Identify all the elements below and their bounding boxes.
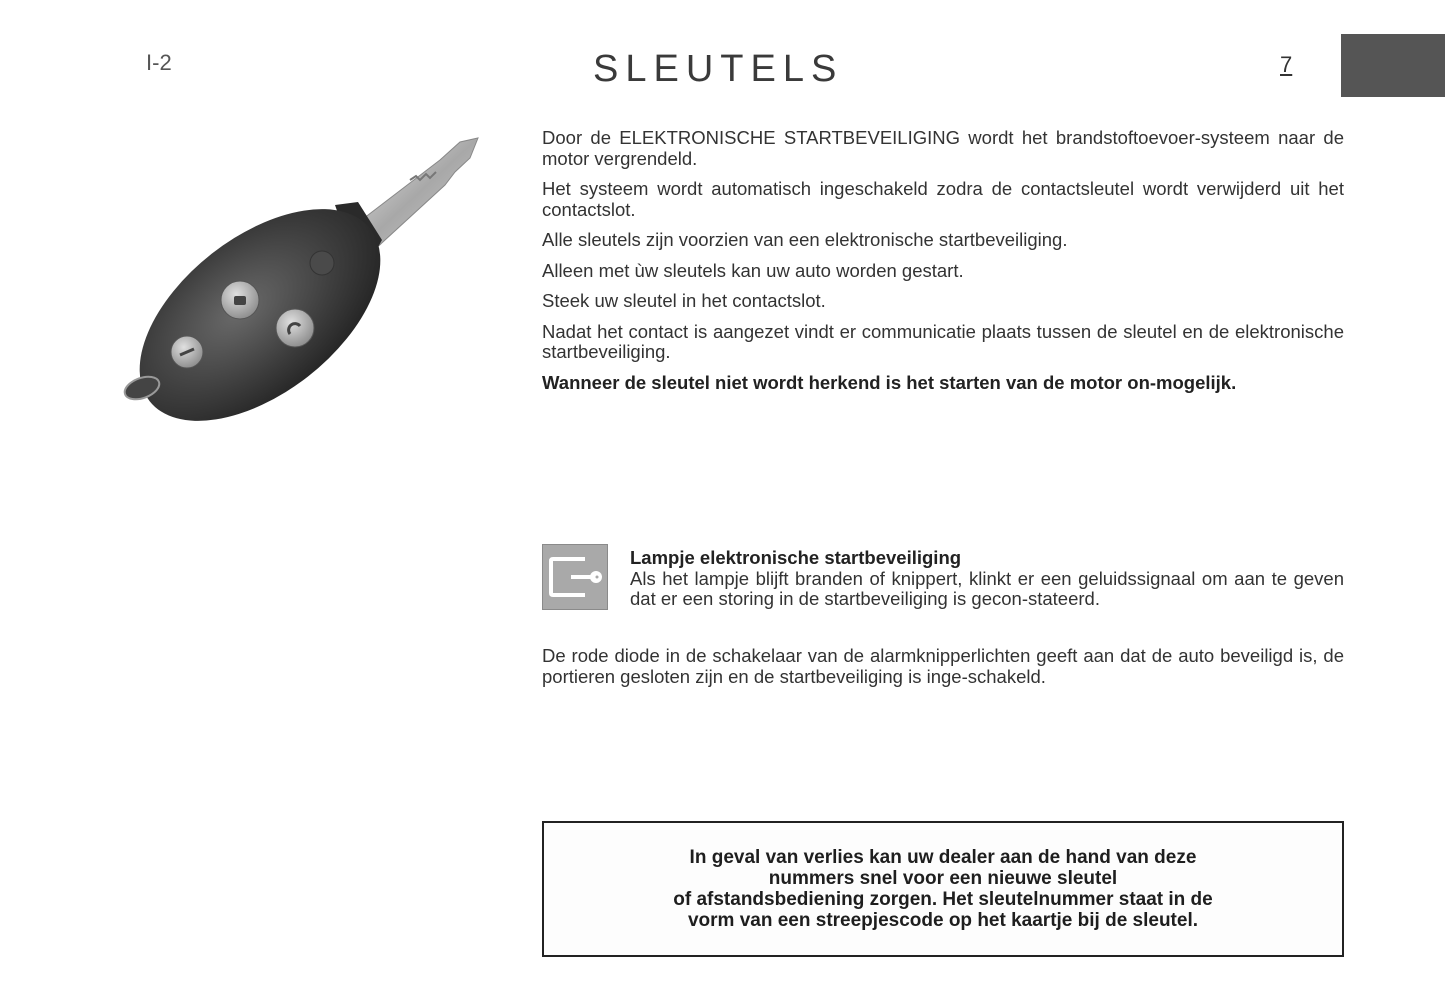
diode-text: De rode diode in de schakelaar van de alarmknipperlichten geeft aan dat de auto beveiligd is, de portieren gesloten zijn en de startbeveiliging is inge-schakeld. <box>542 645 1344 687</box>
paragraph: Alleen met ùw sleutels kan uw auto worden gestart. <box>542 259 964 281</box>
notice-line: of afstandsbediening zorgen. Het sleutelnummer staat in de <box>673 889 1213 910</box>
lamp-title: Lampje elektronische startbeveiliging <box>630 547 962 568</box>
immobiliser-key-icon <box>542 544 608 610</box>
page-title: SLEUTELS <box>593 48 844 90</box>
key-fob-image <box>110 130 490 440</box>
paragraph: Steek uw sleutel in het contactslot. <box>542 290 826 311</box>
intro-text <box>542 128 1344 403</box>
notice-line: In geval van verlies kan uw dealer aan de hand van deze <box>689 847 1197 868</box>
warning-paragraph: Wanneer de sleutel niet wordt herkend is het starten van de motor on-mogelijk. <box>542 371 1237 393</box>
unlock-button <box>276 309 314 347</box>
notice-line: nummers snel voor een nieuwe sleutel <box>768 868 1118 889</box>
chapter-tab <box>1341 34 1445 97</box>
key-fob-body <box>110 167 418 440</box>
notice-line: vorm van een streepjescode op het kaartje bij de sleutel. <box>687 910 1199 931</box>
paragraph: Door de ELEKTRONISCHE STARTBEVEILIGING wordt het brandstoftoevoer-systeem naar de motor vergrendeld. <box>542 127 1344 169</box>
chapter-number: 7 <box>1280 52 1293 77</box>
notice-box <box>542 821 1344 957</box>
warning-lamp-section <box>542 544 1344 610</box>
paragraph: Het systeem wordt automatisch ingeschakeld zodra de contactsleutel wordt verwijderd uit het contactslot. <box>542 178 1344 220</box>
paragraph: Nadat het contact is aangezet vindt er communicatie plaats tussen de sleutel en de elektronische startbeveiliging. <box>542 320 1344 362</box>
red-led <box>310 251 334 275</box>
lamp-description: Als het lampje blijft branden of knippert, klinkt er een geluidssignaal om aan te geven dat er een storing in de startbeveiliging is gecon-stateerd. <box>630 567 1344 609</box>
paragraph: Alle sleutels zijn voorzien van een elektronische startbeveiliging. <box>542 229 1068 250</box>
page-number: I-2 <box>146 50 172 75</box>
